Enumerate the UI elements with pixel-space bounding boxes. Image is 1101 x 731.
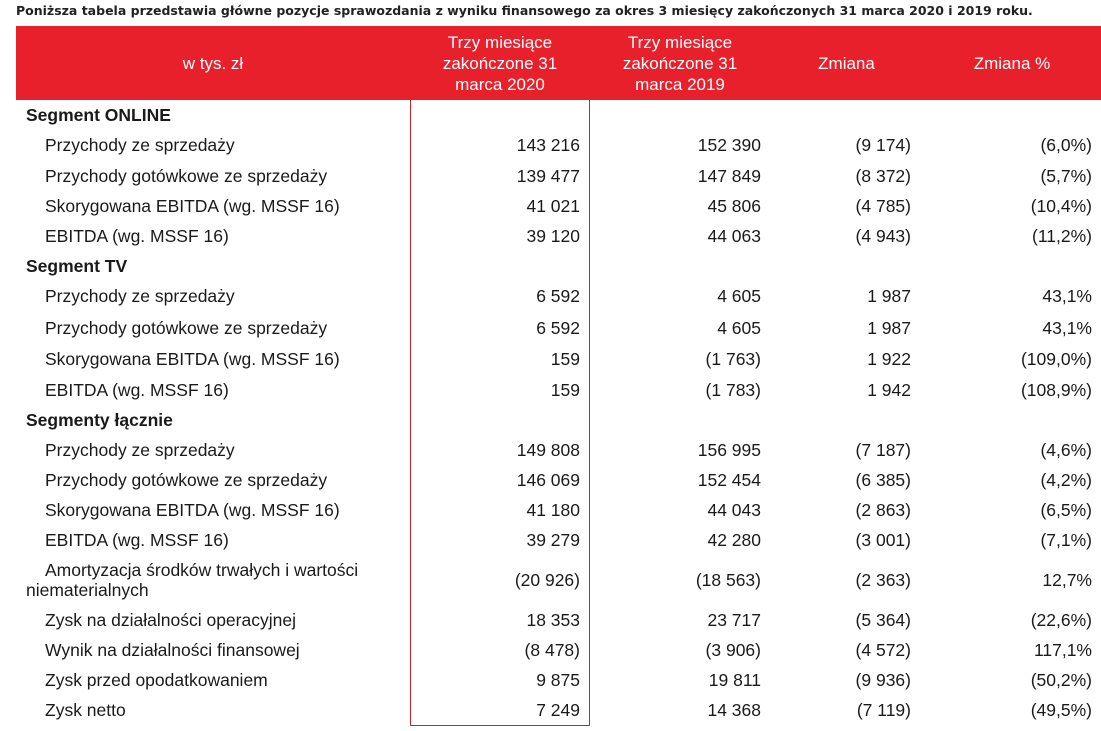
value-q1-2020: 6 592	[536, 317, 580, 338]
value-change-pct: (10,4%)	[1030, 195, 1092, 216]
value-q1-2019: 45 806	[707, 195, 761, 216]
value-change-pct: (109,0%)	[1020, 349, 1092, 369]
row-label: Przychody ze sprzedaży	[45, 135, 235, 155]
segment-title: Segment ONLINE	[26, 104, 171, 125]
value-q1-2019: (1 783)	[705, 379, 761, 400]
header-q1-2020: Trzy miesiące zakończone 31 marca 2020	[410, 26, 590, 100]
value-change-pct: (7,1%)	[1040, 529, 1092, 550]
value-change-pct: 43,1%	[1042, 286, 1092, 306]
value-q1-2020: 146 069	[516, 469, 580, 490]
table-header-row	[16, 26, 1101, 100]
table-row	[16, 191, 1101, 221]
value-q1-2020: 39 120	[526, 225, 580, 246]
value-q1-2020: 39 279	[526, 529, 580, 550]
header-q1-2019: Trzy miesiące zakończone 31 marca 2019	[590, 26, 770, 100]
table-row	[16, 312, 1101, 344]
row-label: Amortyzacja środków trwałych i wartości niematerialnych	[26, 560, 359, 600]
value-change: (7 119)	[856, 699, 911, 720]
value-q1-2019: (18 563)	[695, 569, 761, 590]
row-label: EBITDA (wg. MSSF 16)	[45, 529, 229, 550]
value-q1-2019: 152 454	[697, 469, 761, 490]
value-change: (9 936)	[855, 669, 911, 690]
value-change: (4 785)	[855, 195, 911, 216]
row-label: Przychody gotówkowe ze sprzedaży	[45, 317, 328, 338]
value-change-pct: (22,6%)	[1030, 609, 1092, 630]
value-q1-2020: 41 021	[526, 195, 580, 216]
value-change-pct: (6,0%)	[1040, 135, 1092, 155]
row-label: Przychody ze sprzedaży	[45, 439, 235, 460]
value-q1-2019: 4 605	[717, 317, 761, 338]
value-q1-2020: 159	[550, 349, 580, 369]
value-q1-2019: 147 849	[697, 165, 761, 186]
value-q1-2019: 4 605	[717, 286, 761, 306]
value-change: (5 364)	[855, 609, 911, 630]
value-change-pct: (11,2%)	[1032, 225, 1092, 246]
value-q1-2019: 152 390	[697, 135, 761, 155]
value-change: (7 187)	[855, 439, 911, 460]
value-q1-2020: (8 478)	[524, 639, 580, 660]
table-row	[16, 495, 1101, 525]
value-change-pct: (49,5%)	[1030, 699, 1092, 720]
row-label: Wynik na działalności finansowej	[45, 639, 300, 660]
table-row	[16, 605, 1101, 635]
value-q1-2019: 14 368	[707, 699, 761, 720]
row-label: Przychody gotówkowe ze sprzedaży	[45, 469, 328, 490]
row-label: Zysk netto	[45, 699, 126, 720]
table-row	[16, 344, 1101, 375]
table-row	[16, 665, 1101, 695]
value-change-pct: (4,6%)	[1040, 439, 1092, 460]
row-label: Skorygowana EBITDA (wg. MSSF 16)	[45, 349, 340, 369]
income-statement-table	[16, 26, 1101, 725]
value-change: 1 987	[867, 286, 911, 306]
table-row	[16, 555, 1101, 605]
table-row	[16, 435, 1101, 465]
value-q1-2019: 23 717	[707, 609, 761, 630]
row-label: EBITDA (wg. MSSF 16)	[45, 225, 229, 246]
table-row	[16, 161, 1101, 191]
value-change-pct: (108,9%)	[1020, 379, 1092, 400]
value-q1-2019: (3 906)	[705, 639, 761, 660]
value-q1-2019: (1 763)	[705, 349, 761, 369]
table-row	[16, 465, 1101, 495]
value-change: (8 372)	[855, 165, 911, 186]
value-change-pct: 117,1%	[1033, 639, 1092, 660]
table-row	[16, 281, 1101, 312]
value-change: (9 174)	[855, 135, 911, 155]
row-label: Zysk przed opodatkowaniem	[45, 669, 268, 690]
value-q1-2020: 149 808	[516, 439, 580, 460]
table-caption: Poniższa tabela przedstawia główne pozycje sprawozdania z wyniku finansowego za okres 3 miesięcy zakończonych 31 marca 2020 i 2019 roku.	[16, 3, 1033, 18]
value-change: 1 922	[867, 349, 911, 369]
value-change: (4 943)	[855, 225, 911, 246]
value-change-pct: (6,5%)	[1040, 499, 1092, 520]
row-label: EBITDA (wg. MSSF 16)	[45, 379, 229, 400]
value-change-pct: (5,7%)	[1040, 165, 1092, 186]
value-change-pct: 43,1%	[1042, 317, 1092, 338]
value-q1-2020: 9 875	[536, 669, 580, 690]
table-row	[16, 130, 1101, 161]
value-change: 1 942	[867, 379, 911, 400]
table-row	[16, 221, 1101, 251]
value-q1-2020: (20 926)	[514, 569, 580, 590]
value-change: (3 001)	[855, 529, 911, 550]
header-change-pct: Zmiana %	[923, 26, 1101, 100]
table-row	[16, 695, 1101, 725]
table-row	[16, 375, 1101, 405]
value-q1-2020: 7 249	[536, 699, 580, 720]
table-row	[16, 525, 1101, 555]
value-change-pct: 12,7%	[1042, 569, 1092, 590]
header-change: Zmiana	[770, 26, 923, 100]
segment-header-row	[16, 251, 1101, 281]
segment-title: Segmenty łącznie	[26, 409, 173, 430]
value-change: (6 385)	[855, 469, 911, 490]
value-q1-2019: 44 063	[707, 225, 761, 246]
value-q1-2019: 156 995	[697, 439, 761, 460]
value-q1-2020: 18 353	[526, 609, 580, 630]
row-label: Skorygowana EBITDA (wg. MSSF 16)	[45, 195, 340, 216]
segment-header-row	[16, 100, 1101, 130]
value-q1-2020: 41 180	[526, 499, 580, 520]
segment-title: Segment TV	[26, 255, 128, 276]
value-q1-2019: 42 280	[707, 529, 761, 550]
value-change: 1 987	[867, 317, 911, 338]
value-change: (4 572)	[855, 639, 911, 660]
row-label: Przychody ze sprzedaży	[45, 286, 235, 306]
row-label: Zysk na działalności operacyjnej	[45, 609, 296, 630]
header-unit: w tys. zł	[16, 26, 410, 100]
table-row	[16, 635, 1101, 665]
value-q1-2019: 44 043	[707, 499, 761, 520]
value-change: (2 863)	[855, 499, 911, 520]
value-change-pct: (50,2%)	[1030, 669, 1092, 690]
row-label: Skorygowana EBITDA (wg. MSSF 16)	[45, 499, 340, 520]
value-change: (2 363)	[855, 569, 911, 590]
value-q1-2020: 6 592	[536, 286, 580, 306]
value-q1-2020: 139 477	[516, 165, 580, 186]
value-q1-2020: 159	[550, 379, 580, 400]
value-q1-2019: 19 811	[708, 669, 761, 690]
value-change-pct: (4,2%)	[1040, 469, 1092, 490]
row-label: Przychody gotówkowe ze sprzedaży	[45, 165, 328, 186]
value-q1-2020: 143 216	[516, 135, 580, 155]
segment-header-row	[16, 405, 1101, 435]
